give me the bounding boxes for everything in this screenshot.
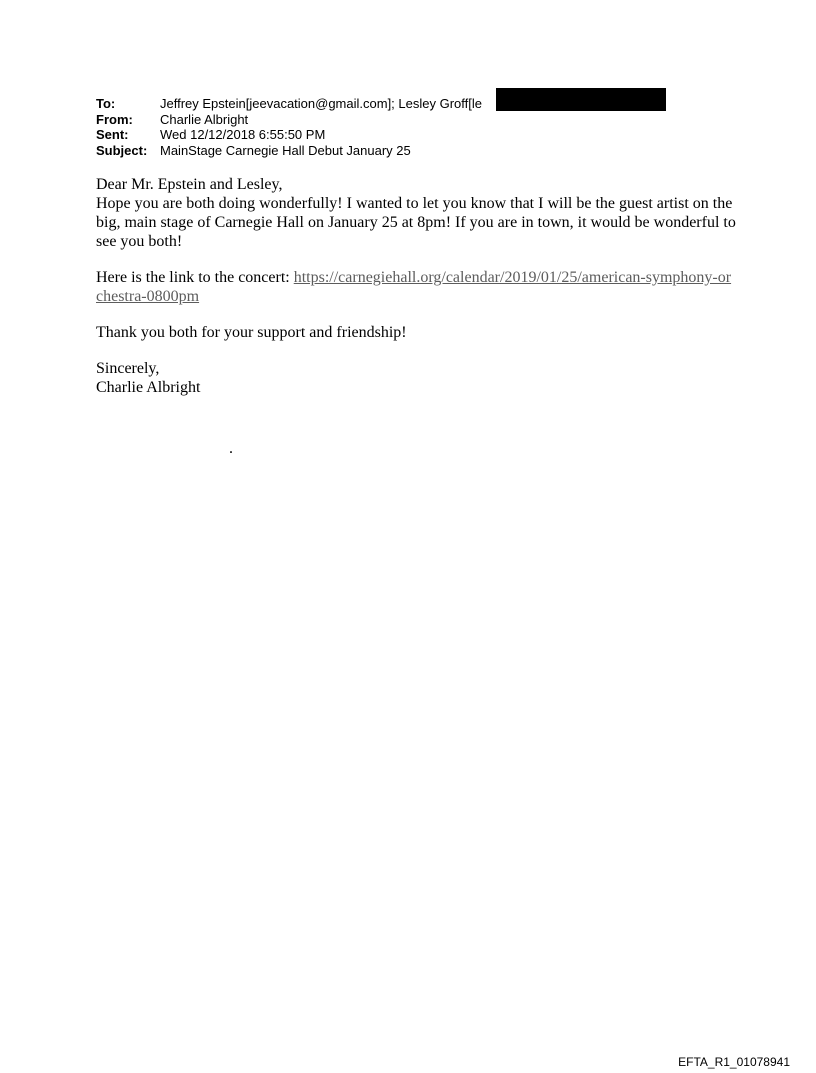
thanks-line: Thank you both for your support and friendship! bbox=[96, 324, 407, 341]
from-label: From: bbox=[96, 111, 133, 127]
signature-line: Charlie Albright bbox=[96, 379, 201, 396]
to-value: Jeffrey Epstein[jeevacation@gmail.com]; Lesley Groff[le bbox=[160, 96, 482, 111]
stray-mark: . bbox=[229, 440, 233, 457]
email-header bbox=[96, 96, 482, 158]
sent-value: Wed 12/12/2018 6:55:50 PM bbox=[160, 127, 326, 142]
header-sent-row bbox=[96, 127, 482, 143]
closing-line: Sincerely, bbox=[96, 360, 160, 377]
document-id: EFTA_R1_01078941 bbox=[678, 1055, 790, 1069]
header-from-row bbox=[96, 112, 482, 128]
header-to-row bbox=[96, 96, 482, 112]
from-value: Charlie Albright bbox=[160, 111, 249, 127]
sent-label: Sent: bbox=[96, 127, 129, 142]
subject-value: MainStage Carnegie Hall Debut January 25 bbox=[160, 142, 411, 158]
to-label: To: bbox=[96, 96, 116, 111]
link-intro: Here is the link to the concert: bbox=[96, 269, 294, 286]
redaction-box bbox=[496, 88, 666, 111]
greeting: Dear Mr. Epstein and Lesley, bbox=[96, 176, 283, 193]
link-paragraph bbox=[96, 268, 736, 306]
email-body bbox=[96, 175, 736, 397]
body-paragraph: Hope you are both doing wonderfully! I wanted to let you know that I will be the guest artist on the big, main stage of Carnegie Hall on January 25 at 8pm! If you are in town, it would be wonderful to see you both! bbox=[96, 195, 736, 250]
header-subject-row bbox=[96, 143, 482, 159]
concert-link[interactable]: https://carnegiehall.org/calendar/2019/01/25/american-symphony-orchestra-0800pm bbox=[96, 269, 732, 305]
subject-label: Subject: bbox=[96, 142, 148, 158]
